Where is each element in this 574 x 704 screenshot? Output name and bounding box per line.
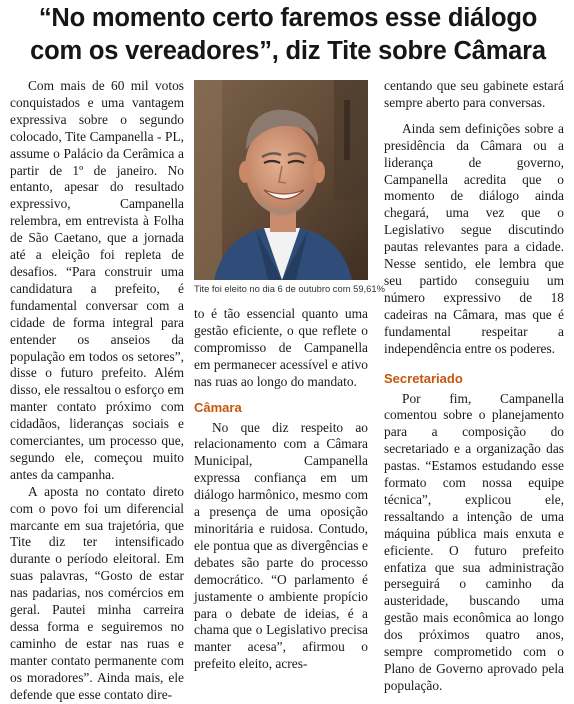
article-column-1 xyxy=(10,78,184,704)
photo-caption: Tite foi eleito no dia 6 de outubro com 59,61% xyxy=(194,283,385,294)
paragraph-continuation-2: centando que seu gabinete estará sempre aberto para conversas. xyxy=(384,78,564,110)
subheading-secretariado: Secretariado xyxy=(384,370,463,386)
article-headline xyxy=(10,2,566,68)
headline-line-2: com os vereadores”, diz Tite sobre Câmara xyxy=(30,37,546,65)
paragraph-presidencia: Ainda sem definições sobre a presidência da Câmara ou a liderança de governo, Campanella acredita que o momento de diálogo ainda chegará, uma vez que o Legislativo segue discutindo pautas relevantes para a cidade. Nesse sentido, ele lembra que seu partido conseguiu um número expressivo de 18 cadeiras na Câmara, mas que é fundamental respeitar a independência entre os poderes. xyxy=(384,120,564,356)
paragraph-camara: No que diz respeito ao relacionamento com a Câmara Municipal, Campanella expressa confiança em um diálogo harmônico, mesmo com a presença de uma oposição minoritária e ruidosa. Contudo, ele pontua que as divergências e debates são parte do processo democrático. “O parlamento é justamente o ambiente propício para o debate de ideias, é a chama que o Legislativo precisa manter acesa”, afirmou o prefeito eleito, acres- xyxy=(194,419,368,672)
article-column-2 xyxy=(194,306,368,673)
subheading-camara: Câmara xyxy=(194,399,242,415)
headline-line-1: “No momento certo faremos esse diálogo xyxy=(38,4,538,32)
paragraph-secretariado: Por fim, Campanella comentou sobre o planejamento para a composição do secretariado e a organização das pastas. “Estamos estudando esse formato com nossa equipe técnica”, explicou ele, ressaltando a intenção de uma máquina pública mais enxuta e eficiente. O futuro prefeito enfatiza que sua administração perseguirá o caminho da austeridade, buscando uma gestão mais econômica ao longo dos próximos quatro anos, sempre comprometido com o Plano de Governo aprovado pela população. xyxy=(384,390,564,693)
article-photo xyxy=(194,80,368,280)
portrait-photo-image xyxy=(194,80,368,280)
article-column-3 xyxy=(384,78,564,695)
paragraph-continuation: to é tão essencial quanto uma gestão eficiente, o que reflete o compromisso de Campanella em permanecer acessível e ativo nas ruas ao longo do mandato. xyxy=(194,306,368,389)
paragraph-contact: A aposta no contato direto com o povo foi um diferencial marcante em sua trajetória, que Tite diz ter intensificado durante o período eleitoral. Em suas palavras, “Gosto de estar nas padarias, nos comércios em geral. Pautei minha carreira dessa forma e seguiremos no caminho de estar nas ruas e manter contato permanente com os moradores”. Ainda mais, ele defende que esse contato dire- xyxy=(10,483,184,702)
paragraph-intro: Com mais de 60 mil votos conquistados e uma vantagem expressiva sobre o segundo colocado, Tite Campanella - PL, assume o Palácio da Cerâmica a partir de 1º de janeiro. No entanto, apesar do resultado expressivo, Campanella relembra, em entrevista à Folha de São Caetano, que a jornada até a eleição foi repleta de desafios. “Para construir uma candidatura a prefeito, é fundamental conversar com a cidade de forma integral para entender os anseios da população em todos os setores”, disse o futuro prefeito. Além disso, ele ressaltou o esforço em manter contato próximo com cidadãos, lideranças sociais e comerciantes, um processo que, segundo ele, começou muito antes da campanha. xyxy=(10,78,184,482)
